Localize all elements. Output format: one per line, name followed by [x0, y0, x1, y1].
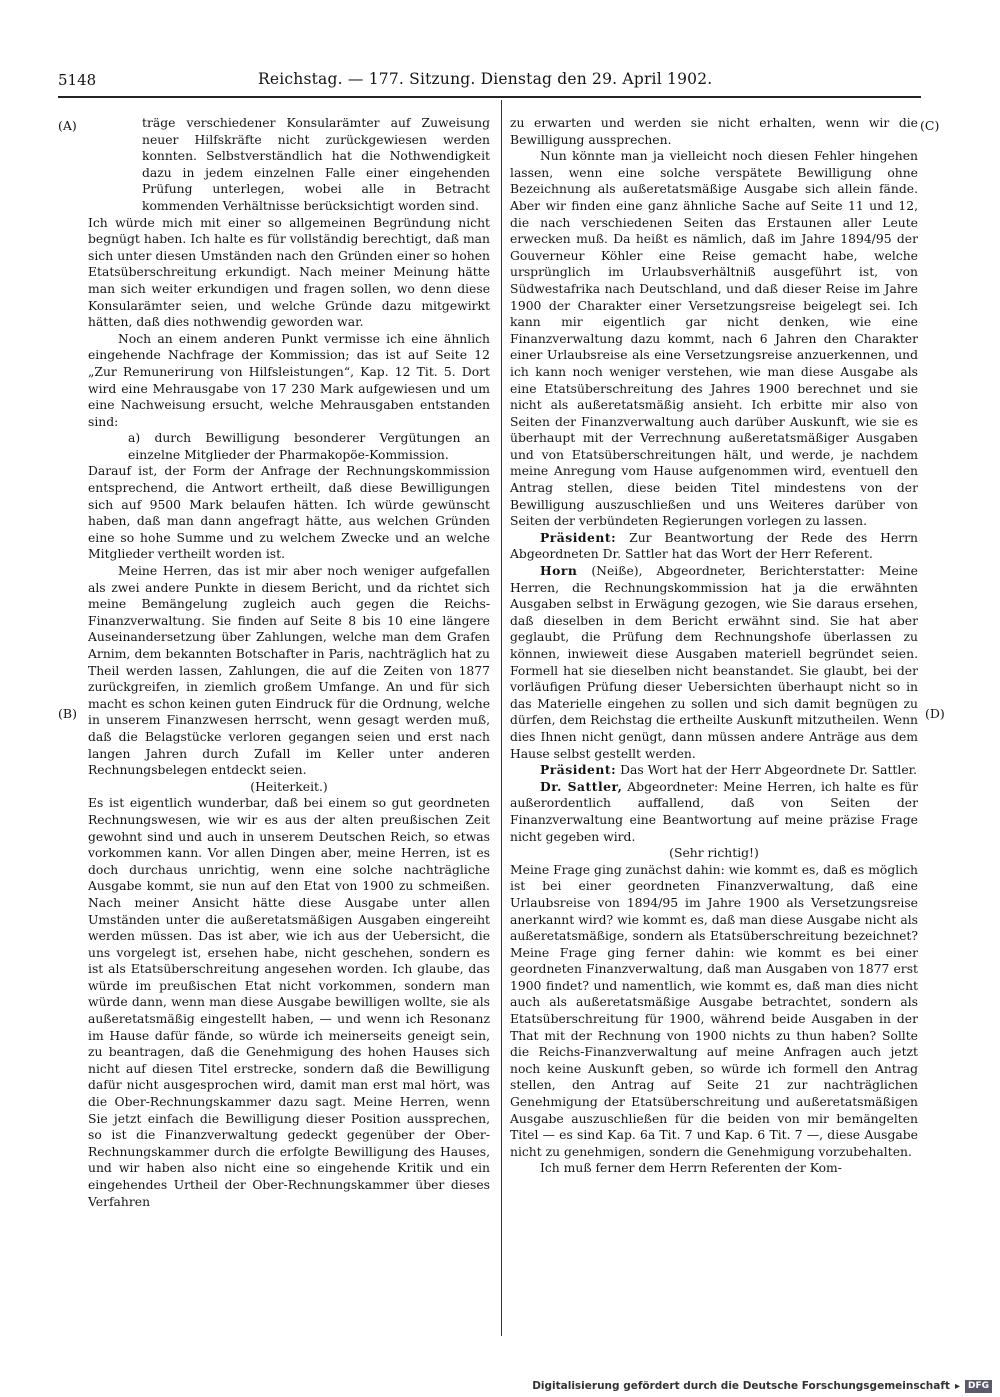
running-header: Reichstag. — 177. Sitzung. Dienstag den 29. April 1902. [258, 70, 713, 88]
speech-text: Abgeordneter: Meine Herren, ich halte es für außerordentlich auffallend, daß von Seiten der Finanzverwaltung eine Beantwortung auf meine präzise Frage nicht gegeben wird. [510, 779, 918, 844]
paragraph: zu erwarten und werden sie nicht erhalten, wenn wir die Bewilligung aussprechen. [510, 116, 918, 147]
speaker-name: Horn [540, 563, 578, 579]
margin-mark-d: (D) [925, 706, 945, 721]
paragraph: Ich muß ferner dem Herrn Referenten der Kom- [540, 1161, 842, 1176]
column-divider [501, 100, 502, 1336]
speech-text: Das Wort hat der Herr Abgeordnete Dr. Sattler. [616, 763, 918, 778]
speech-paragraph [510, 762, 918, 779]
interjection: (Sehr richtig!) [669, 846, 759, 861]
list-item: a) durch Bewilligung besonderer Vergütungen an einzelne Mitglieder der Pharmakopöe-Kommission. [128, 431, 490, 462]
speaker-name: Präsident: [540, 529, 617, 545]
margin-mark-c: (C) [920, 118, 940, 133]
speech-paragraph [510, 530, 918, 563]
paragraph: Ich würde mich mit einer so allgemeinen Begründung nicht begnügt haben. Ich halte es für vollständig berechtigt, daß man sich unter diesen Umständen nach den Gründen einer so hohen Etatsüberschreitung erkundigt. Nach meiner Meinung hätte man sich weiter erkundigen und fragen sollen, wo denn diese Konsularämter seien, und welche Gründe dazu mitgewirkt hätten, daß dies nothwendig geworden war. [88, 215, 490, 330]
arrow-icon: ▸ [954, 1380, 960, 1392]
paragraph: Darauf ist, der Form der Anfrage der Rechnungskommission entsprechend, die Antwort ertheilt, daß diese Bewilligungen sich auf 9500 Mark belaufen hätten. Ich würde gewünscht haben, daß man dann angefragt hätte, aus welchen Gründen eine so hohe Summe und zu welchem Zwecke und an welche Mitglieder vertheilt worden ist. [88, 464, 490, 562]
speech-paragraph [510, 563, 918, 762]
margin-mark-b: (B) [58, 706, 77, 721]
paragraph: Nun könnte man ja vielleicht noch diesen Fehler hingehen lassen, wenn eine solche verspätete Bewilligung ohne Bezeichnung als außeretatsmäßige Ausgabe sich allein fände. Aber wir finden eine ganz ähnliche Sache auf Seite 11 und 12, die nach verschiedenen Seiten das Erstaunen aller Leute erwecken muß. Da heißt es nämlich, daß im Jahre 1894/95 der Gouverneur Köhler eine Reise gemacht habe, welche ursprünglich im Urlaubsverhältniß ausgeführt ist, von Südwestafrika nach Deutschland, und daß dieser Reise im Jahre 1900 der Charakter einer Versetzungsreise beigelegt sei. Ich kann mir eigentlich gar nicht denken, wie eine Finanzverwaltung dazu kommt, nach 6 Jahren den Charakter einer Urlaubsreise als eine Versetzungsreise anzuerkennen, und ich kann noch weniger verstehen, wie man diese Ausgabe als eine Etatsüberschreitung des Jahres 1900 berechnet und sie nicht als außeretatsmäßig ansieht. Ich erbitte mir also von Seiten der Finanzverwaltung auch darüber Auskunft, wie sie es überhaupt mit der Verrechnung außeretatsmäßiger Ausgaben und von Etatsüberschreitungen hält, und werde, je nachdem meine Anregung vom Hause aufgenommen wird, eventuell den Antrag stellen, diese beiden Titel mindestens von der Bewilligung auszuschließen und uns Weiteres darüber von Seiten der verbündeten Regierungen vorlegen zu lassen. [510, 149, 918, 529]
speech-text: (Neiße), Abgeordneter, Berichterstatter: Meine Herren, die Rechnungskommission hat ja die erwähnten Ausgaben selbst in Erwägung gezogen, wie Sie daraus ersehen, daß dieselben in dem Bericht erwähnt sind. Sie hat aber geglaubt, die Prüfung dem Rechnungshofe überlassen zu können, inwieweit diese Ausgaben materiell begründet seien. Formell hat sie dieselben nicht beanstandet. Sie glaubt, bei der vorläufigen Prüfung dieser Uebersichten überhaupt nicht so in das Materielle eingehen zu sollen und sich damit begnügen zu dürfen, dem Reichstag die ertheilte Auskunft mitzutheilen. Wenn dies Ihnen nicht genügt, dann müssen andere Anträge aus dem Hause selbst gestellt werden. [510, 564, 918, 761]
paragraph: Noch an einem anderen Punkt vermisse ich eine ähnlich eingehende Nachfrage der Kommission; das ist auf Seite 12 „Zur Remunerirung von Hilfsleistungen“, Kap. 12 Tit. 5. Dort wird eine Mehrausgabe von 17 230 Mark aufgewiesen und um eine Nachweisung ersucht, welche Mehrausgaben entstanden sind: [88, 331, 490, 429]
page-number: 5148 [58, 71, 97, 89]
header-rule [58, 96, 921, 98]
right-column [510, 115, 918, 1177]
interjection: (Heiterkeit.) [250, 779, 328, 794]
dfg-logo: DFG [965, 1380, 992, 1393]
speech-paragraph [510, 779, 918, 845]
paragraph: träge verschiedener Konsularämter auf Zuweisung neuer Hilfskräfte nicht zurückgewiesen werden konnten. Selbstverständlich hat die Nothwendigkeit dazu in jedem einzelnen Falle einer eingehenden Prüfung unterlegen, wobei alle in Betracht kommenden Verhältnisse berücksichtigt worden sind. [142, 116, 490, 213]
footer-credit [532, 1379, 992, 1393]
margin-mark-a: (A) [58, 118, 77, 133]
paragraph: Es ist eigentlich wunderbar, daß bei einem so gut geordneten Rechnungswesen, wie wir es aus der alten preußischen Zeit gewohnt sind und auch in unserem Deutschen Reich, so etwas vorkommen kann. Vor allen Dingen aber, meine Herren, ist es doch durchaus unrichtig, wenn eine solche nachträgliche Ausgabe kommt, sie nun auf den Etat von 1900 zu schmeißen. Nach meiner Ansicht hätte diese Ausgabe unter allen Umständen unter die außeretatsmäßigen Ausgaben eingereiht werden müssen. Das ist aber, wie ich aus der Uebersicht, die uns vorgelegt ist, ersehen habe, nicht geschehen, sondern es ist als Etatsüberschreitung angesehen worden. Ich glaube, das würde im preußischen Etat nicht vorkommen, sondern man würde dann, wenn man diese Ausgabe bewilligen wollte, sie als außeretatsmäßig eingestellt haben, — und wenn ich Resonanz im Hause dafür fände, so würde ich meinerseits geneigt sein, zu beantragen, daß die Genehmigung des hohen Hauses sich nicht auf diesen Titel erstrecke, sondern daß die Bewilligung dafür nicht ausgesprochen wird, damit man erst mal hört, was die Ober-Rechnungskammer dazu sagt. Meine Herren, wenn Sie jetzt einfach die Bewilligung dieser Position aussprechen, so ist die Finanzverwaltung gedeckt gegenüber der Ober-Rechnungskammer durch die erfolgte Bewilligung des Hauses, und wir haben also nicht eine so eingehende Kritik und ein eingehendes Urtheil der Ober-Rechnungskammer über dieses Verfahren [88, 796, 490, 1209]
speech-text: Zur Beantwortung der Rede des Herrn Abgeordneten Dr. Sattler hat das Wort der Herr Referent. [510, 530, 918, 562]
funding-note: Digitalisierung gefördert durch die Deutsche Forschungsgemeinschaft [532, 1380, 950, 1392]
speaker-name: Dr. Sattler, [540, 778, 623, 794]
paragraph: Meine Herren, das ist mir aber noch weniger aufgefallen als zwei andere Punkte in diesem Bericht, und da richtet sich meine Bemängelung zugleich auch gegen die Reichs-Finanzverwaltung. Sie finden auf Seite 8 bis 10 eine längere Auseinandersetzung über Zahlungen, welche man dem Grafen Arnim, dem bekannten Botschafter in Paris, nachträglich hat zu Theil werden lassen, Zahlungen, die auf die Zeiten von 1877 zurückgreifen, in ziemlich großem Umfange. An und für sich macht es schon keinen guten Eindruck für die Ordnung, welche in unserem Finanzwesen herrscht, wenn gesagt werden muß, daß die Belagstücke verloren gegangen seien und erst nach langen Jahren durch Zufall im Keller unter anderen Rechnungsbelegen entdeckt seien. [88, 564, 490, 778]
speaker-name: Präsident: [540, 762, 617, 778]
paragraph: Meine Frage ging zunächst dahin: wie kommt es, daß es möglich ist bei einer geordneten Finanzverwaltung, daß eine Urlaubsreise von 1894/95 im Jahre 1900 als Versetzungsreise anerkannt wird? wie kommt es, daß man diese Ausgabe nicht als außeretatsmäßige, sondern als Etatsüberschreitung bezeichnet? Meine Frage ging ferner dahin: wie kommt es bei einer geordneten Finanzverwaltung, daß man Ausgaben von 1877 erst 1900 findet? und namentlich, wie kommt es, daß man dies nicht auch als außeretatsmäßige Ausgabe betrachtet, sondern als Etatsüberschreitung für 1900, während beide Ausgaben in der That mit der Rechnung von 1900 nichts zu thun haben? Sollte die Reichs-Finanzverwaltung auf meine Anfragen auch jetzt noch keine Auskunft geben, so würde ich formell den Antrag stellen, den Antrag auf Seite 21 zur nachträglichen Genehmigung der Etatsüberschreitung und außeretatsmäßigen Ausgabe auszuschließen für die beiden von mir bemängelten Titel — es sind Kap. 6a Tit. 7 und Kap. 6 Tit. 7 —, diese Ausgabe nicht zu genehmigen, sondern die Genehmigung vorzubehalten. [510, 862, 918, 1159]
left-column [88, 115, 490, 1210]
